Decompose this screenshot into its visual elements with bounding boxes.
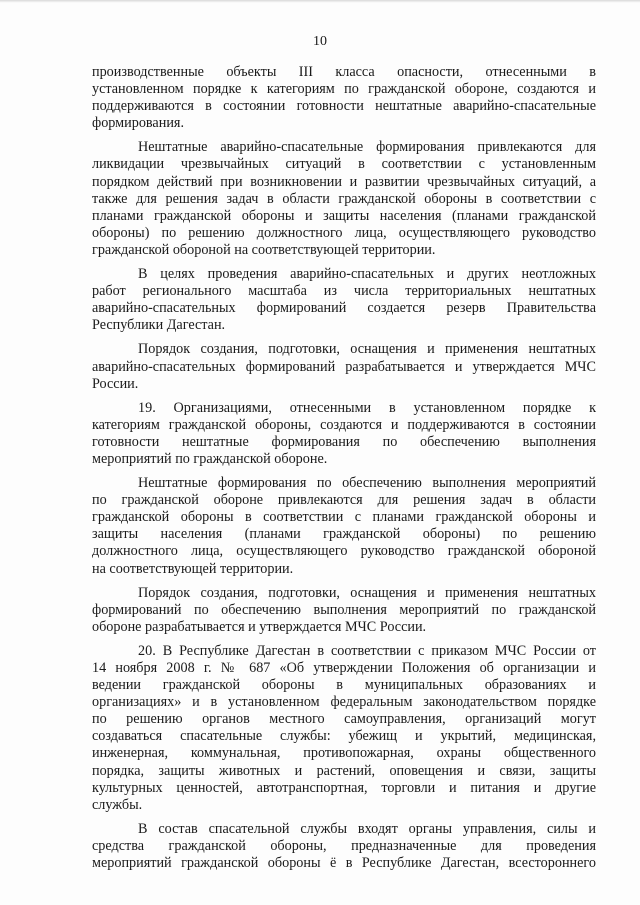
text-line: порядка, защиты животных и растений, оповещения и связи, защиты [92,762,596,779]
text-line: также для решения задач в области гражданской обороны в соответствии с [92,190,596,207]
paragraph-gap [92,334,596,341]
text-line: аварийно-спасательных формирований создается резерв Правительства [92,300,596,317]
paragraph-gap [92,578,596,585]
paragraph-gap [92,259,596,266]
text-line: защиты населения (планами гражданской обороны) по решению [92,526,596,543]
text-line: культурных ценностей, автотранспортная, торговли и питания и другие [92,779,596,796]
paragraph [92,64,596,132]
text-line: производственные объекты III класса опасности, отнесенными в [92,64,596,80]
text-line: 14 ноября 2008 г. № 687 «Об утверждении Положения об организации и [92,660,596,676]
text-line: обороны) по решению должностного лица, осуществляющего руководство [92,224,596,241]
text-line: Порядок создания, подготовки, оснащения и применения нештатных [138,341,596,358]
text-line: порядком действий при возникновении и развитии чрезвычайных ситуаций, а [92,173,596,190]
text-line: 19. Организациями, отнесенными в установленном порядке к [138,399,596,416]
paragraph [92,821,596,872]
paragraph-gap [92,468,596,475]
text-line: гражданской обороной на соответствующей территории. [92,241,436,258]
page-top-edge [0,0,640,3]
text-line: создаваться спасательные службы: убежищ и укрытий, медицинская, [92,728,596,745]
text-line: организациях» и в установленном федеральным законодательством порядке [92,694,596,711]
text-line: формирований по обеспечению выполнения мероприятий по гражданской [92,601,596,618]
paragraph [92,341,596,392]
paragraph [92,475,596,578]
document-body [92,64,596,872]
text-line: Порядок создания, подготовки, оснащения и применения нештатных [138,584,596,601]
page-number: 10 [313,34,327,49]
text-line: В целях проведения аварийно-спасательных и других неотложных [138,266,596,283]
text-line: обороне разрабатывается и утверждается МЧС России. [92,618,427,635]
text-line: России. [92,375,139,392]
text-line: по решению органов местного самоуправления, организаций могут [92,711,596,728]
text-line: работ регионального масштаба из числа территориальных нештатных [92,283,596,300]
text-line: инженерная, коммунальная, противопожарная, охраны общественного [92,745,596,762]
text-line: Республики Дагестан. [92,317,226,334]
paragraph [92,139,596,259]
text-line: формирования. [92,115,184,132]
text-line: 20. В Республике Дагестан в соответствии с приказом МЧС России от [138,642,596,659]
text-line: поддерживаются в состоянии готовности нештатные аварийно-спасательные [92,98,596,115]
text-line: установленном порядке к категориям по гражданской обороне, создаются и [92,81,596,98]
text-line: гражданской обороны в соответствии с планами гражданской обороны и [92,509,596,526]
paragraph [92,643,596,814]
text-line: планами гражданской обороны и защиты населения (планами гражданской [92,207,596,224]
text-line: категориям гражданской обороны, создаются и поддерживаются в состоянии [92,416,596,433]
text-line: по гражданской обороне привлекаются для решения задач в области [92,492,596,509]
text-line: аварийно-спасательных формирований разрабатывается и утверждается МЧС [92,358,596,375]
text-line: Нештатные формирования по обеспечению выполнения мероприятий [138,475,596,492]
paragraph [92,585,596,636]
text-line: средства гражданской обороны, предназначенные для проведения [92,837,596,854]
text-line: Нештатные аварийно-спасательные формирования привлекаются для [138,139,596,156]
paragraph [92,266,596,334]
paragraph-gap [92,814,596,821]
text-line: мероприятий по гражданской обороне. [92,450,328,467]
paragraph [92,400,596,468]
text-line: должностного лица, осуществляющего руководство гражданской обороной [92,543,596,560]
text-line: ведении гражданской обороны в муниципальных образованиях и [92,677,596,694]
text-line: на соответствующей территории. [92,560,294,577]
text-line: готовности нештатные формирования по обеспечению выполнения [92,433,596,450]
text-line: В состав спасательной службы входят органы управления, силы и [138,820,596,837]
text-line: службы. [92,796,143,813]
text-line: ликвидации чрезвычайных ситуаций в соответствии с установленным [92,156,596,173]
paragraph-gap [92,132,596,139]
paragraph-gap [92,393,596,400]
paragraph-gap [92,636,596,643]
text-line: мероприятий гражданской обороны ё в Республике Дагестан, всестороннего [92,855,596,872]
